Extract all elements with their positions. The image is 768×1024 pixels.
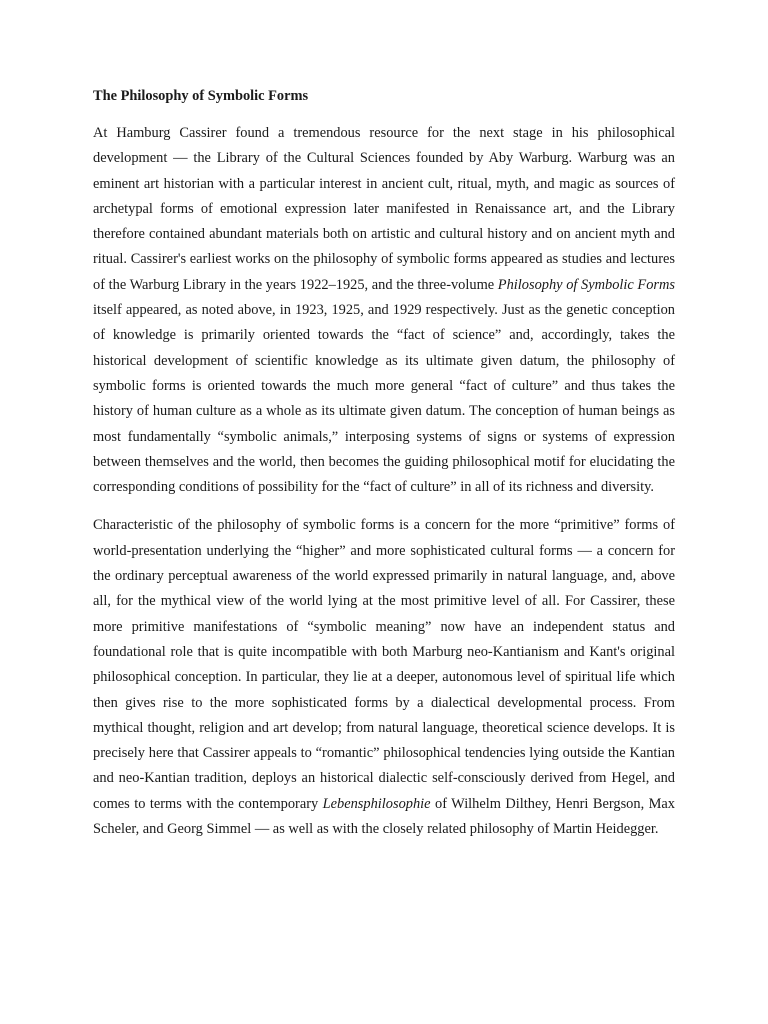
paragraph-1 xyxy=(93,121,675,500)
paragraph-1-text-b: itself appeared, as noted above, in 1923, 1925, and 1929 respectively. Just as the genetic conception of knowledge is primarily oriented towards the “fact of science” and, accordingly, takes the historical development of scientific knowledge as its ultimate given datum, the philosophy of symbolic forms is oriented towards the much more general “fact of culture” and thus takes the history of human culture as a whole as its ultimate given datum. The conception of human beings as most fundamentally “symbolic animals,” interposing systems of signs or systems of expression between themselves and the world, then becomes the guiding philosophical motif for elucidating the corresponding conditions of possibility for the “fact of culture” in all of its richness and diversity. xyxy=(93,302,675,496)
document-page xyxy=(93,86,675,842)
paragraph-2-text-b: of Wilhelm Dilthey, Henri Bergson, Max Scheler, and Georg Simmel — as well as with the closely related philosophy of Martin Heidegger. xyxy=(93,795,675,838)
paragraph-1-italic-title: Philosophy of Symbolic Forms xyxy=(497,276,675,293)
paragraph-2 xyxy=(93,513,675,842)
section-title: The Philosophy of Symbolic Forms xyxy=(93,88,309,104)
paragraph-2-italic-term: Lebensphilosophie xyxy=(322,795,431,812)
paragraph-1-text-a: At Hamburg Cassirer found a tremendous resource for the next stage in his philosophical development — the Library of the Cultural Sciences founded by Aby Warburg. Warburg was an eminent art historian with a particular interest in ancient cult, ritual, myth, and magic as sources of archetypal forms of emotional expression later manifested in Renaissance art, and the Library therefore contained abundant materials both on artistic and cultural history and on ancient myth and ritual. Cassirer's earliest works on the philosophy of symbolic forms appeared as studies and lectures of the Warburg Library in the years 1922–1925, and the three-volume xyxy=(93,125,675,293)
paragraph-2-text-a: Characteristic of the philosophy of symbolic forms is a concern for the more “primitive” forms of world-presentation underlying the “higher” and more sophisticated cultural forms — a concern for the ordinary perceptual awareness of the world expressed primarily in natural language, and, above all, for the mythical view of the world lying at the most primitive level of all. For Cassirer, these more primitive manifestations of “symbolic meaning” now have an independent status and foundational role that is quite incompatible with both Marburg neo-Kantianism and Kant's original philosophical conception. In particular, they lie at a deeper, autonomous level of spiritual life which then gives rise to the more sophisticated forms by a dialectical developmental process. From mythical thought, religion and art develop; from natural language, theoretical science develops. It is precisely here that Cassirer appeals to “romantic” philosophical tendencies lying outside the Kantian and neo-Kantian tradition, deploys an historical dialectic self-consciously derived from Hegel, and comes to terms with the contemporary xyxy=(93,517,675,812)
